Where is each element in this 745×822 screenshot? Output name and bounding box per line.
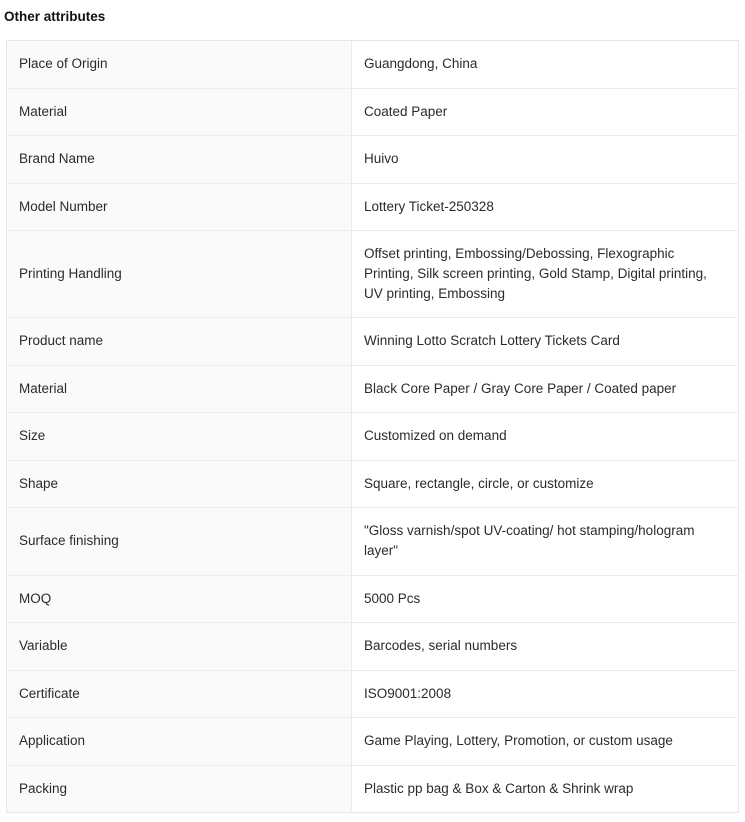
section-title: Other attributes <box>4 9 106 24</box>
table-row <box>7 365 739 413</box>
table-row <box>7 623 739 671</box>
table-row <box>7 183 739 231</box>
attribute-name: Packing <box>7 765 352 813</box>
attribute-value: "Gloss varnish/spot UV-coating/ hot stamping/hologram layer" <box>352 508 739 575</box>
attribute-name: Material <box>7 365 352 413</box>
attribute-value: Plastic pp bag & Box & Carton & Shrink wrap <box>352 765 739 813</box>
attributes-table-body <box>7 41 739 813</box>
table-row <box>7 765 739 813</box>
table-row <box>7 718 739 766</box>
attribute-name: Place of Origin <box>7 41 352 89</box>
attribute-name: Size <box>7 413 352 461</box>
attribute-name: Material <box>7 88 352 136</box>
attribute-name: Application <box>7 718 352 766</box>
attribute-name: Surface finishing <box>7 508 352 575</box>
attribute-value: 5000 Pcs <box>352 575 739 623</box>
attribute-value: Guangdong, China <box>352 41 739 89</box>
attribute-name: Model Number <box>7 183 352 231</box>
table-row <box>7 670 739 718</box>
attribute-name: Product name <box>7 318 352 366</box>
attribute-value: Winning Lotto Scratch Lottery Tickets Card <box>352 318 739 366</box>
attribute-name: Brand Name <box>7 136 352 184</box>
attribute-value: Black Core Paper / Gray Core Paper / Coated paper <box>352 365 739 413</box>
table-row <box>7 575 739 623</box>
attribute-value: Square, rectangle, circle, or customize <box>352 460 739 508</box>
attribute-name: Certificate <box>7 670 352 718</box>
attribute-name: MOQ <box>7 575 352 623</box>
attribute-name: Variable <box>7 623 352 671</box>
attribute-value: Huivo <box>352 136 739 184</box>
table-row <box>7 136 739 184</box>
table-row <box>7 508 739 575</box>
table-row <box>7 88 739 136</box>
attributes-table <box>6 40 739 813</box>
attribute-value: Coated Paper <box>352 88 739 136</box>
attribute-value: ISO9001:2008 <box>352 670 739 718</box>
attribute-value: Customized on demand <box>352 413 739 461</box>
attribute-value: Game Playing, Lottery, Promotion, or custom usage <box>352 718 739 766</box>
attribute-value: Offset printing, Embossing/Debossing, Flexographic Printing, Silk screen printing, Gold Stamp, Digital printing, UV printing, Embossing <box>352 231 739 318</box>
attribute-value: Lottery Ticket-250328 <box>352 183 739 231</box>
table-row <box>7 318 739 366</box>
attribute-name: Printing Handling <box>7 231 352 318</box>
table-row <box>7 413 739 461</box>
table-row <box>7 231 739 318</box>
table-row <box>7 41 739 89</box>
table-row <box>7 460 739 508</box>
attribute-name: Shape <box>7 460 352 508</box>
attribute-value: Barcodes, serial numbers <box>352 623 739 671</box>
